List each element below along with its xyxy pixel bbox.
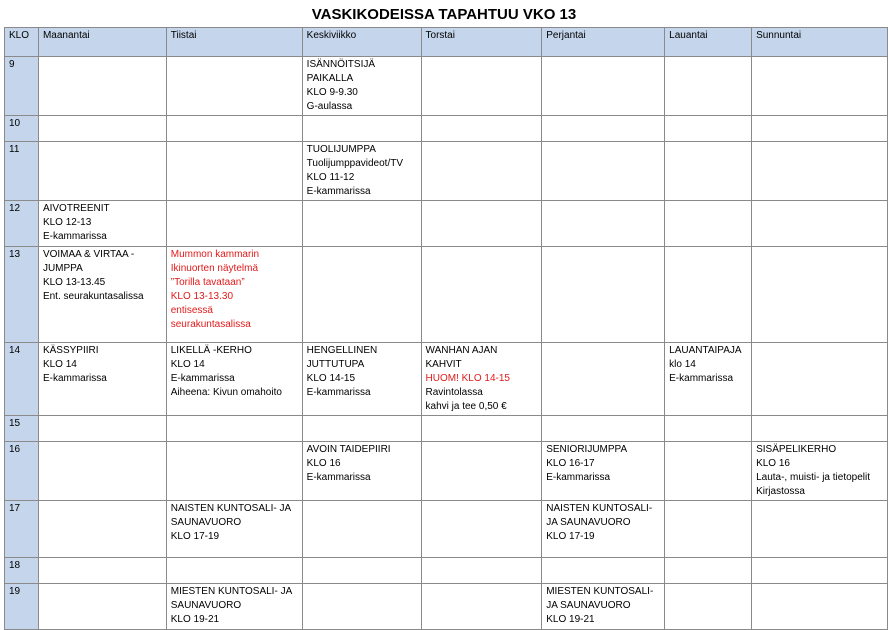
schedule-row	[5, 247, 888, 343]
event-cell-thursday	[421, 142, 542, 201]
event-cell-friday	[542, 501, 665, 558]
event-line: KLO 17-19	[170, 531, 220, 542]
event-line: KLO 14	[42, 359, 77, 370]
event-cell-tuesday	[166, 558, 302, 584]
event-cell-thursday	[421, 558, 542, 584]
event-cell-friday	[542, 57, 665, 116]
schedule-row	[5, 501, 888, 558]
event-line: E-kammarissa	[546, 472, 611, 483]
event-cell-monday	[38, 442, 166, 501]
header-klo: KLO	[5, 28, 39, 57]
schedule-row	[5, 584, 888, 630]
event-line: KLO 19-21	[546, 614, 595, 625]
event-line: KAHVIT	[425, 359, 462, 370]
event-line: AVOIN TAIDEPIIRI	[306, 444, 391, 455]
event-line: JA SAUNAVUORO	[546, 600, 631, 611]
event-line: KLO 16	[306, 458, 341, 469]
schedule-row	[5, 142, 888, 201]
event-cell-saturday	[665, 247, 752, 343]
event-cell-thursday	[421, 343, 542, 416]
event-line: Ravintolassa	[425, 387, 483, 398]
event-line: klo 14	[669, 359, 696, 370]
event-line: LAUANTAIPAJA	[669, 345, 742, 356]
event-cell-wednesday	[302, 584, 421, 630]
event-line: SAUNAVUORO	[170, 517, 242, 528]
event-cell-monday	[38, 116, 166, 142]
event-line: KLO 14	[170, 359, 205, 370]
event-cell-friday	[542, 343, 665, 416]
event-line: E-kammarissa	[42, 231, 107, 242]
event-line: kahvi ja tee 0,50 €	[425, 401, 507, 412]
event-cell-tuesday	[166, 142, 302, 201]
event-cell-saturday	[665, 142, 752, 201]
event-cell-wednesday	[302, 201, 421, 247]
event-cell-wednesday	[302, 57, 421, 116]
event-cell-saturday	[665, 442, 752, 501]
event-cell-thursday	[421, 201, 542, 247]
event-cell-monday	[38, 501, 166, 558]
event-cell-tuesday	[166, 343, 302, 416]
event-cell-monday	[38, 584, 166, 630]
event-cell-tuesday	[166, 116, 302, 142]
event-cell-monday	[38, 142, 166, 201]
event-cell-sunday	[752, 201, 888, 247]
event-line: JUMPPA	[42, 263, 83, 274]
event-line: KLO 16-17	[546, 458, 595, 469]
schedule-row	[5, 57, 888, 116]
event-cell-sunday	[752, 343, 888, 416]
event-cell-wednesday	[302, 247, 421, 343]
event-line: NAISTEN KUNTOSALI- JA	[170, 503, 292, 514]
event-line: E-kammarissa	[42, 373, 107, 384]
event-line: HENGELLINEN	[306, 345, 378, 356]
event-line: JUTTUTUPA	[306, 359, 365, 370]
hour-cell: 16	[5, 442, 39, 501]
event-line: Lauta-, muisti- ja tietopelit	[756, 472, 871, 483]
event-cell-saturday	[665, 343, 752, 416]
event-cell-friday	[542, 201, 665, 247]
event-cell-thursday	[421, 442, 542, 501]
event-cell-sunday	[752, 442, 888, 501]
schedule-row	[5, 116, 888, 142]
event-line: ”Torilla tavataan”	[170, 277, 245, 288]
event-cell-monday	[38, 247, 166, 343]
event-cell-friday	[542, 142, 665, 201]
event-line: KLO 19-21	[170, 614, 220, 625]
event-line: G-aulassa	[306, 101, 353, 112]
event-line: KLO 16	[756, 458, 790, 469]
event-line: seurakuntasalissa	[170, 319, 251, 330]
event-line: E-kammarissa	[306, 387, 371, 398]
event-cell-saturday	[665, 57, 752, 116]
event-line: ISÄNNÖITSIJÄ	[306, 59, 376, 70]
event-cell-sunday	[752, 584, 888, 630]
event-cell-wednesday	[302, 442, 421, 501]
event-cell-tuesday	[166, 584, 302, 630]
event-line: KLO 17-19	[546, 531, 595, 542]
hour-cell: 17	[5, 501, 39, 558]
hour-cell: 11	[5, 142, 39, 201]
header-monday: Maanantai	[38, 28, 166, 57]
event-line: KLO 13-13.30	[170, 291, 233, 302]
event-line: SISÄPELIKERHO	[756, 444, 837, 455]
event-cell-thursday	[421, 501, 542, 558]
header-sunday: Sunnuntai	[752, 28, 888, 57]
hour-cell: 14	[5, 343, 39, 416]
event-cell-thursday	[421, 57, 542, 116]
header-friday: Perjantai	[542, 28, 665, 57]
event-cell-monday	[38, 558, 166, 584]
event-cell-saturday	[665, 584, 752, 630]
header-saturday: Lauantai	[665, 28, 752, 57]
schedule-row	[5, 558, 888, 584]
event-cell-saturday	[665, 201, 752, 247]
event-cell-saturday	[665, 501, 752, 558]
event-cell-wednesday	[302, 343, 421, 416]
event-cell-monday	[38, 416, 166, 442]
schedule-row	[5, 201, 888, 247]
event-cell-friday	[542, 584, 665, 630]
event-line: Mummon kammarin	[170, 249, 260, 260]
event-cell-sunday	[752, 116, 888, 142]
header-wednesday: Keskiviikko	[302, 28, 421, 57]
header-thursday: Torstai	[421, 28, 542, 57]
event-line: KLO 12-13	[42, 217, 92, 228]
event-line: MIESTEN KUNTOSALI-	[546, 586, 654, 597]
event-line: KLO 14-15	[306, 373, 356, 384]
event-line: E-kammarissa	[170, 373, 235, 384]
event-line: LIKELLÄ -KERHO	[170, 345, 252, 356]
event-cell-tuesday	[166, 501, 302, 558]
schedule-row	[5, 416, 888, 442]
hour-cell: 13	[5, 247, 39, 343]
event-cell-wednesday	[302, 416, 421, 442]
event-line: PAIKALLA	[306, 73, 354, 84]
event-line: WANHAN AJAN	[425, 345, 498, 356]
event-line: JA SAUNAVUORO	[546, 517, 631, 528]
hour-cell: 10	[5, 116, 39, 142]
event-cell-sunday	[752, 247, 888, 343]
event-cell-tuesday	[166, 201, 302, 247]
event-line: entisessä	[170, 305, 213, 316]
event-cell-tuesday	[166, 247, 302, 343]
event-cell-sunday	[752, 142, 888, 201]
event-cell-friday	[542, 558, 665, 584]
event-cell-thursday	[421, 584, 542, 630]
event-line: KÄSSYPIIRI	[42, 345, 99, 356]
event-line: VOIMAA & VIRTAA -	[42, 249, 135, 260]
event-cell-thursday	[421, 247, 542, 343]
event-line: Tuolijumppavideot/TV	[306, 158, 404, 169]
event-line: NAISTEN KUNTOSALI-	[546, 503, 653, 514]
header-row	[5, 28, 888, 57]
hour-cell: 12	[5, 201, 39, 247]
hour-cell: 15	[5, 416, 39, 442]
hour-cell: 9	[5, 57, 39, 116]
event-cell-monday	[38, 57, 166, 116]
event-line: TUOLIJUMPPA	[306, 144, 376, 155]
event-cell-friday	[542, 442, 665, 501]
page-title: VASKIKODEISSA TAPAHTUU VKO 13	[311, 6, 577, 23]
event-cell-wednesday	[302, 142, 421, 201]
event-line: AIVOTREENIT	[42, 203, 110, 214]
event-line: SAUNAVUORO	[170, 600, 242, 611]
event-cell-friday	[542, 247, 665, 343]
event-cell-friday	[542, 416, 665, 442]
event-cell-saturday	[665, 116, 752, 142]
event-cell-tuesday	[166, 416, 302, 442]
event-cell-thursday	[421, 116, 542, 142]
event-cell-tuesday	[166, 57, 302, 116]
event-line: KLO 13-13.45	[42, 277, 106, 288]
event-cell-saturday	[665, 558, 752, 584]
event-cell-monday	[38, 201, 166, 247]
event-cell-saturday	[665, 416, 752, 442]
event-line: KLO 11-12	[306, 172, 355, 183]
event-cell-wednesday	[302, 116, 421, 142]
header-tuesday: Tiistai	[166, 28, 302, 57]
event-line: HUOM! KLO 14-15	[425, 373, 510, 384]
event-cell-monday	[38, 343, 166, 416]
weekly-schedule-table	[4, 27, 888, 630]
event-cell-sunday	[752, 416, 888, 442]
event-line: Ikinuorten näytelmä	[170, 263, 259, 274]
event-cell-thursday	[421, 416, 542, 442]
event-line: SENIORIJUMPPA	[546, 444, 628, 455]
event-line: Aiheena: Kivun omahoito	[170, 387, 282, 398]
event-line: E-kammarissa	[306, 186, 371, 197]
event-cell-tuesday	[166, 442, 302, 501]
event-line: E-kammarissa	[306, 472, 371, 483]
event-cell-wednesday	[302, 501, 421, 558]
event-line: E-kammarissa	[669, 373, 734, 384]
event-line: Ent. seurakuntasalissa	[42, 291, 144, 302]
event-line: Kirjastossa	[756, 486, 805, 497]
event-cell-wednesday	[302, 558, 421, 584]
event-cell-sunday	[752, 57, 888, 116]
event-line: KLO 9-9.30	[306, 87, 358, 98]
hour-cell: 19	[5, 584, 39, 630]
schedule-row	[5, 442, 888, 501]
event-cell-sunday	[752, 501, 888, 558]
event-line: MIESTEN KUNTOSALI- JA	[170, 586, 293, 597]
hour-cell: 18	[5, 558, 39, 584]
event-cell-friday	[542, 116, 665, 142]
event-cell-sunday	[752, 558, 888, 584]
schedule-row	[5, 343, 888, 416]
